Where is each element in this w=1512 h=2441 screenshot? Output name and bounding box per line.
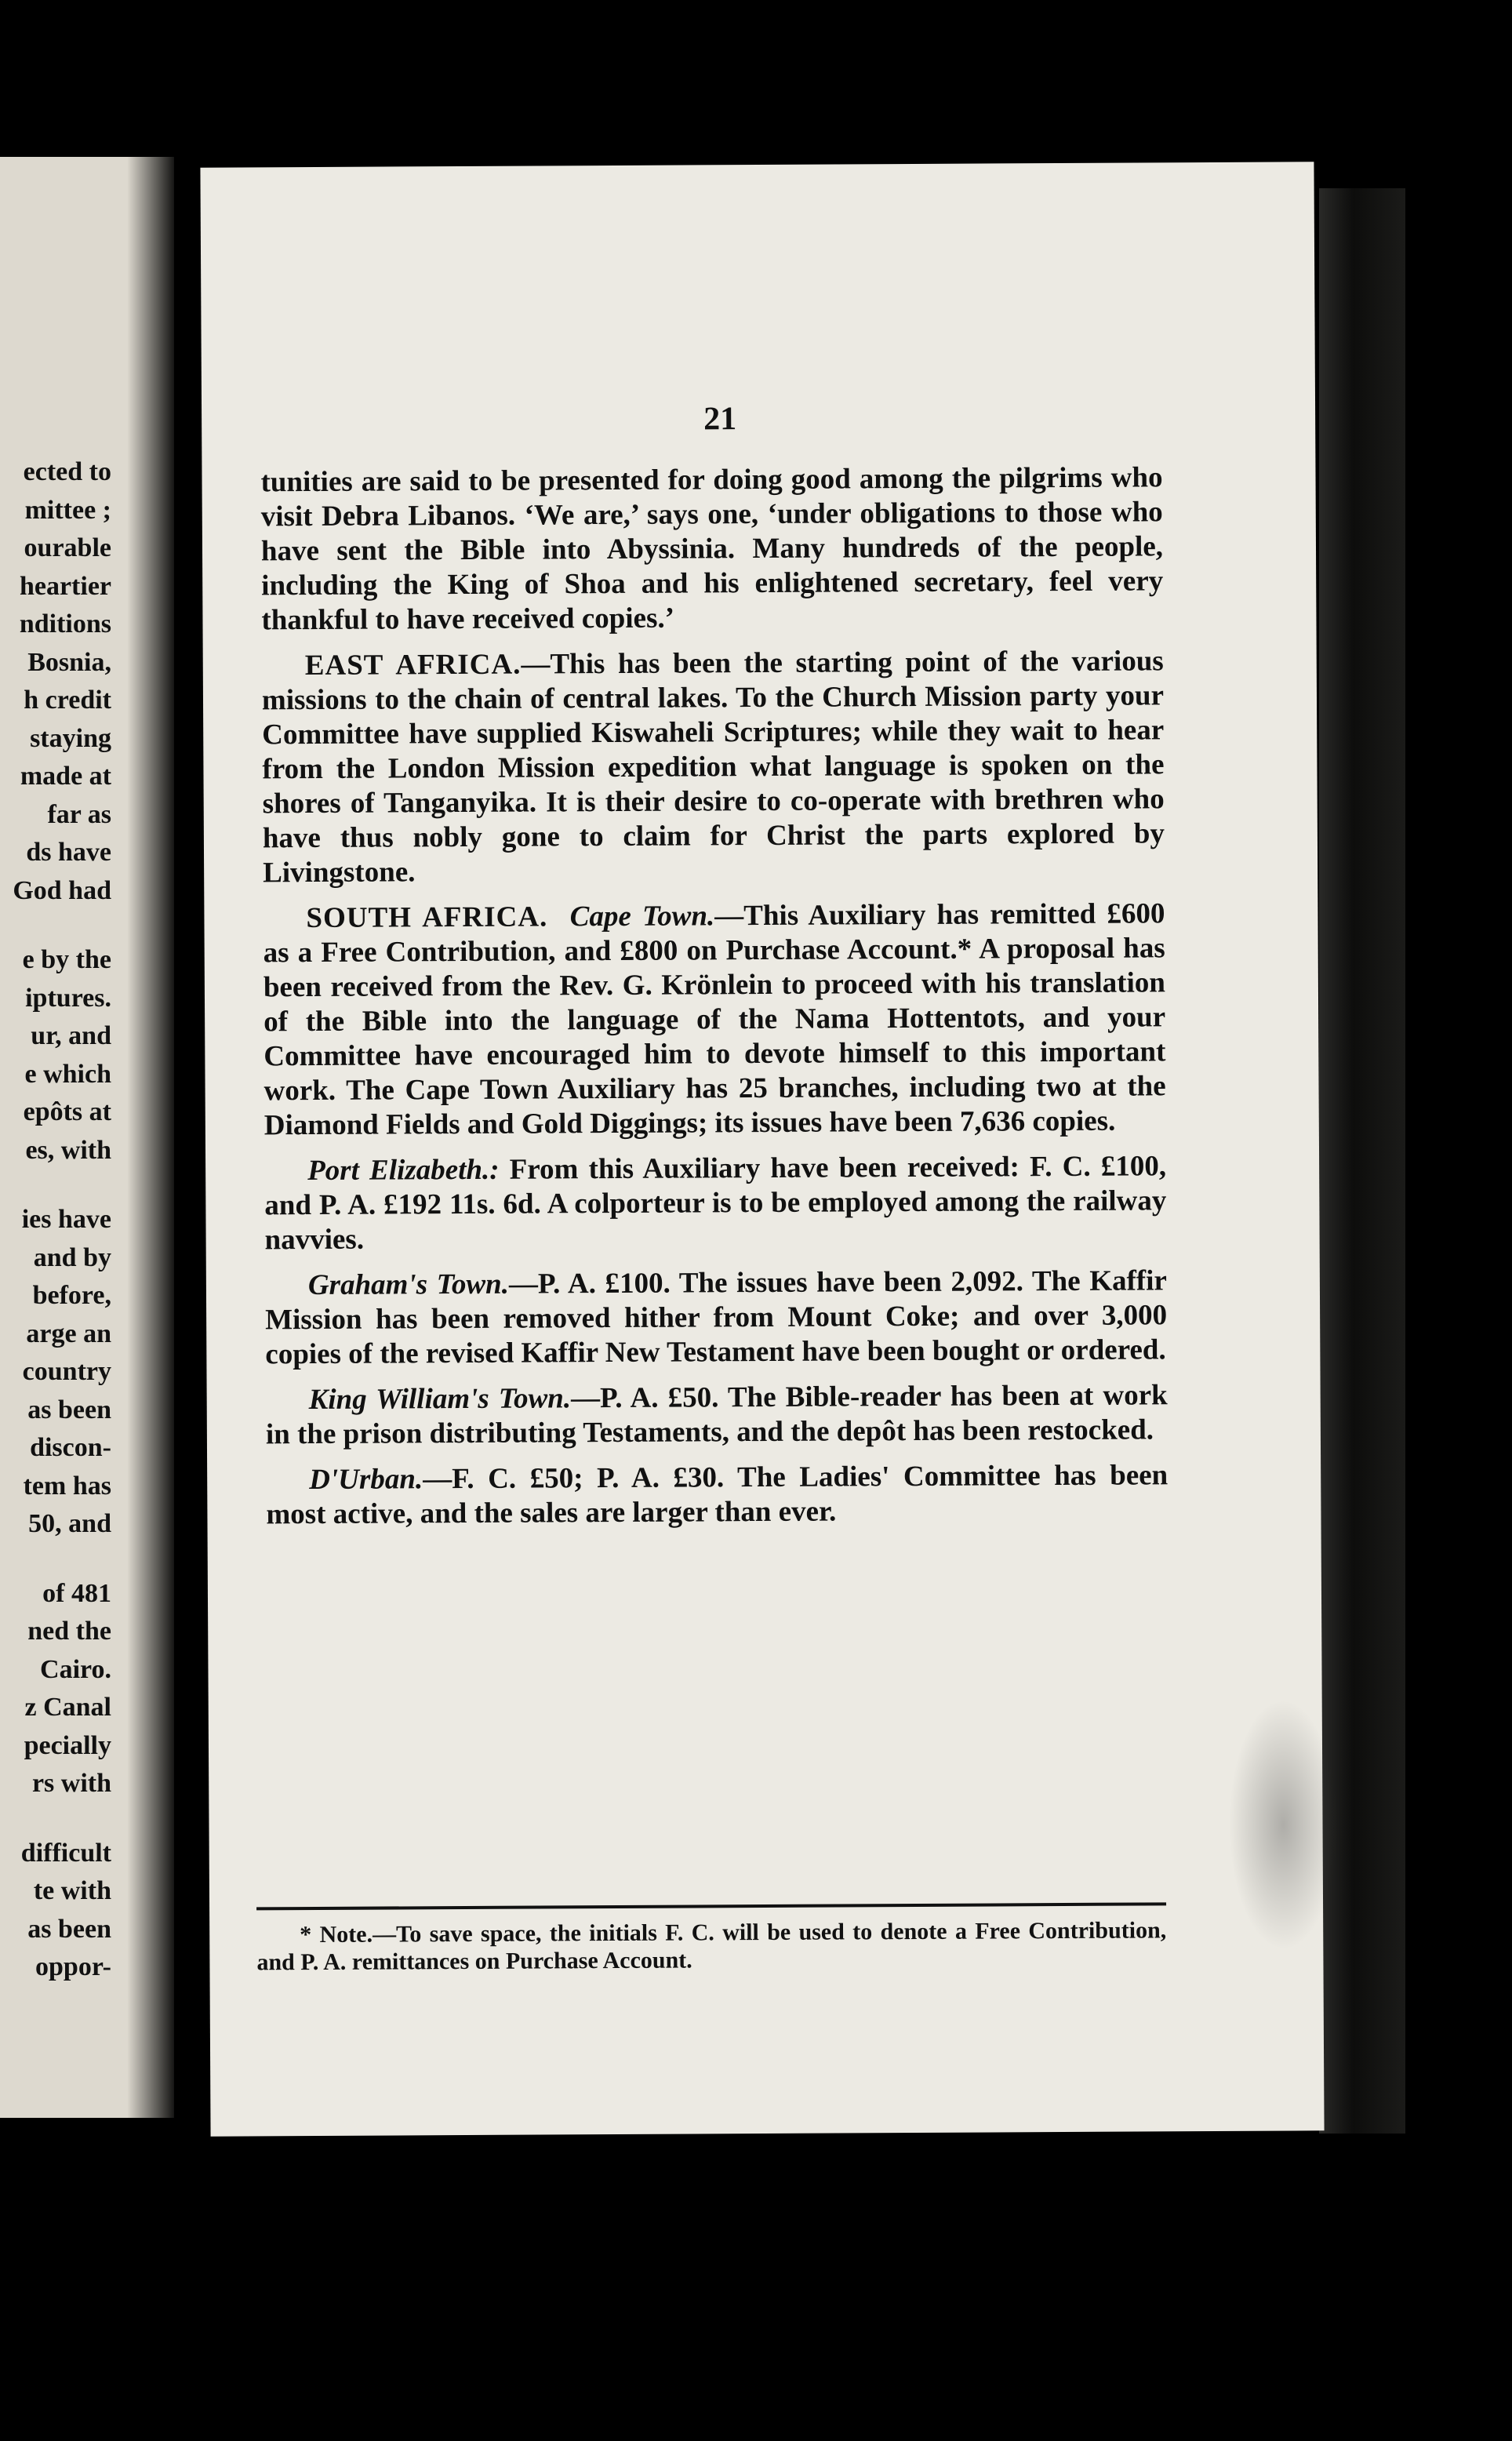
facing-page-line: before, — [32, 1281, 111, 1310]
east-africa-text: —This has been the starting point of the various missions to the chain of central lakes. To the Church Mission party your Committee have supplied Kiswaheli Scriptures; while they wait to hear from the London Mission expedition what language is spoken on the shores of Tanganyika. It is their desire to co-operate with brethren who have thus nobly gone to claim for Christ the parts explored by Livingstone. — [261, 645, 1165, 889]
section-heading-east-africa: EAST AFRICA. — [304, 648, 522, 682]
place-king-williams-town: King William's Town. — [308, 1382, 572, 1417]
facing-page-line: e by the — [22, 945, 111, 974]
facing-page-line: Bosnia, — [27, 647, 111, 677]
paragraph-east-africa — [262, 644, 1165, 890]
place-grahams-town: Graham's Town. — [307, 1268, 510, 1302]
facing-page-line: of 481 — [42, 1578, 111, 1608]
paragraph-durban — [266, 1459, 1168, 1533]
paragraph-cape-town — [263, 897, 1166, 1143]
king-williams-town-text: —P. A. £50. The Bible-reader has been at work in the prison distributing Testaments, and the depôt has been restocked. — [265, 1379, 1168, 1451]
facing-page-line: es, with — [25, 1135, 111, 1165]
facing-page-line: z Canal — [24, 1693, 111, 1722]
section-heading-south-africa: SOUTH AFRICA. — [306, 900, 548, 935]
facing-page-line: discon- — [30, 1433, 111, 1462]
facing-page-line: ur, and — [31, 1021, 111, 1050]
facing-page-fragment — [0, 157, 174, 2118]
ink-smudge — [1228, 1699, 1339, 1951]
page-body — [260, 460, 1168, 1543]
place-port-elizabeth: Port Elizabeth.: — [307, 1154, 500, 1188]
facing-page-line: h credit — [24, 686, 111, 715]
facing-page-line: ourable — [24, 533, 111, 562]
facing-page-line: te with — [33, 1876, 111, 1905]
facing-page-line: e which — [24, 1059, 111, 1089]
facing-page-line: made at — [20, 762, 111, 791]
facing-page-line: and by — [33, 1242, 111, 1272]
facing-page-line: oppor- — [35, 1952, 111, 1981]
paragraph-abyssinia: tunities are said to be presented for doing good among the pilgrims who visit Debra Libanos. ‘We are,’ says one, ‘under obligations to those who have sent the Bible into Abyssinia. Many hundreds of the people, including the King of Shoa and his enlightened secretary, feel very thankful to have received copies.’ — [260, 461, 1164, 637]
facing-page-line: 50, and — [28, 1509, 111, 1538]
facing-page-line: heartier — [19, 571, 111, 601]
book-page — [200, 162, 1324, 2136]
facing-page-line: as been — [27, 1914, 111, 1944]
facing-page-line: iptures. — [25, 983, 111, 1013]
footnote — [256, 1916, 1166, 1977]
facing-page-line: mittee ; — [24, 495, 111, 525]
facing-page-line: ned the — [27, 1617, 111, 1646]
facing-page-line: ected to — [23, 457, 111, 486]
facing-page-line: country — [22, 1357, 111, 1386]
port-elizabeth-text: From this Auxiliary have been received: F. C. £100, and P. A. £192 11s. 6d. A colporteur is to be employed among the railway navvies. — [264, 1150, 1167, 1257]
footnote-rule — [256, 1902, 1166, 1910]
facing-page-line: tem has — [23, 1471, 111, 1501]
facing-page-line: epôts at — [23, 1097, 111, 1126]
cape-town-text: —This Auxiliary has remitted £600 as a Free Contribution, and £800 on Purchase Account.* A proposal has been received from the Rev. G. Krönlein to proceed with his translation of the Bible into the language of the Nama Hottentots, and your Committee have encouraged him to devote himself to this important work. The Cape Town Auxiliary has 25 branches, including two at the Diamond Fields and Gold Diggings; its issues have been 7,636 copies. — [263, 897, 1166, 1142]
facing-page-line: God had — [13, 875, 111, 905]
facing-page-line: as been — [27, 1395, 111, 1424]
page-number: 21 — [703, 401, 737, 438]
place-durban: D'Urban. — [309, 1463, 423, 1497]
place-cape-town: Cape Town. — [569, 900, 715, 933]
paragraph-king-williams-town — [266, 1379, 1168, 1453]
facing-page-line: rs with — [31, 1769, 111, 1798]
footnote-text: —To save space, the initials F. C. will be used to denote a Free Contribution, and P. A. remittances on Purchase Account. — [256, 1917, 1167, 1976]
durban-text: —F. C. £50; P. A. £30. The Ladies' Committee has been most active, and the sales are larger than ever. — [266, 1459, 1169, 1531]
facing-page-line: far as — [47, 799, 111, 829]
facing-page-line: arge an — [26, 1319, 111, 1348]
facing-page-line: ies have — [21, 1205, 111, 1234]
paragraph-grahams-town — [265, 1264, 1168, 1373]
facing-page-line: pecially — [24, 1730, 111, 1760]
footnote-mark: * Note. — [300, 1921, 373, 1948]
paragraph-port-elizabeth — [264, 1150, 1167, 1258]
gutter-shadow — [127, 157, 174, 2118]
footnote-line — [256, 1916, 1166, 1977]
facing-page-line: Cairo. — [40, 1654, 111, 1684]
facing-page-line: ds have — [26, 838, 111, 867]
facing-page-line: difficult — [20, 1838, 111, 1868]
facing-page-line: nditions — [19, 609, 111, 638]
grahams-town-text: —P. A. £100. The issues have been 2,092. The Kaffir Mission has been removed hither from Mount Coke; and over 3,000 copies of the revised Kaffir New Testament have been bought or ordered. — [265, 1264, 1168, 1371]
facing-page-line: staying — [30, 723, 111, 753]
